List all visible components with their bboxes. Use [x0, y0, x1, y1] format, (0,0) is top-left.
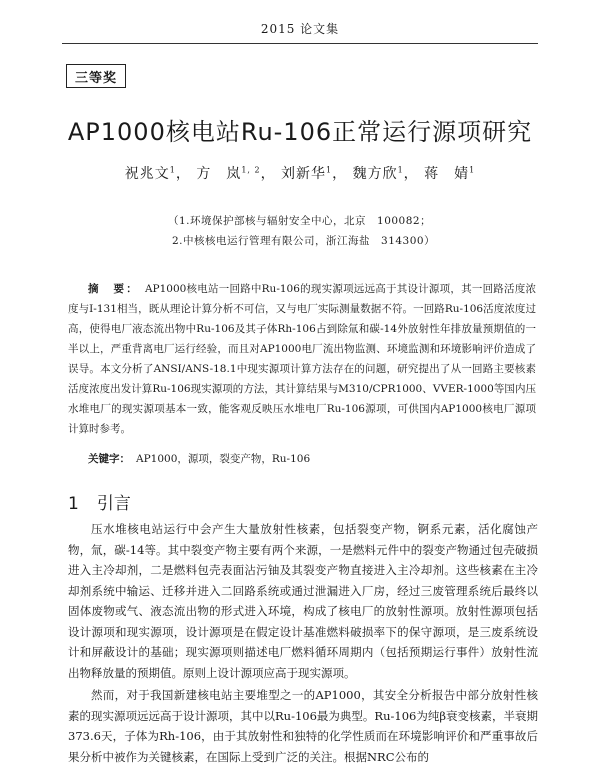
body-paragraph: 然而，对于我国新建核电站主要堆型之一的AP1000，其安全分析报告中部分放射性核素的现实源项远远高于设计源项，其中以Ru-106最为典型。Ru-106为纯β衰变核素，半衰期373.6天，子体为Rh-106，由于其放射性和独特的化学性质而在环境影响评价和严重事故后果分析中被作为关键核素，在国际上受到广泛的关注。根据NRC公布的 [68, 688, 538, 764]
abstract [68, 279, 536, 439]
author-separator: ， [175, 166, 191, 182]
body-paragraph: 压水堆核电站运行中会产生大量放射性核素，包括裂变产物，锕系元素，活化腐蚀产物，氚，碳-14等。其中裂变产物主要有两个来源，一是燃料元件中的裂变产物通过包壳破损进入主冷却剂，二是燃料包壳表面沾污铀及其裂变产物直接进入主冷却剂。这些核素在主冷却剂系统中输运、迁移并进入二回路系统或通过泄漏进入厂房，经过三废管理系统后最终以固体废物或气、液态流出物的形式进入环境，构成了核电厂的放射性源项。放射性源项包括设计源项和现实源项，设计源项是在假定设计基准燃料破损率下的保守源项，是三废系统设计和屏蔽设计的基础；现实源项则描述电厂燃料循环周期内（包括预期运行事件）放射性流出物释放量的预期值。原则上设计源项应高于现实源项。 [68, 522, 538, 680]
section-number: 1 [68, 494, 79, 514]
keywords [88, 451, 310, 466]
author-name: 祝兆文 [124, 166, 170, 182]
affiliation-2: 2.中核核电运行管理有限公司，浙江海盐 314300） [172, 235, 436, 247]
author-affil-mark: 1 [397, 165, 404, 175]
header-divider [62, 43, 538, 44]
section-title: 引言 [96, 494, 131, 514]
author-name: 方 岚 [196, 166, 242, 182]
author-separator: ， [403, 166, 419, 182]
author-list [0, 163, 600, 183]
paper-title: AP1000核电站Ru-106正常运行源项研究 [67, 118, 533, 146]
author-separator: ， [260, 166, 276, 182]
author-name: 魏方欣 [352, 166, 398, 182]
author-affil-mark: 1, 2 [241, 165, 261, 175]
author-name: 刘新华 [281, 166, 327, 182]
affiliation-1: （1.环境保护部核与辐射安全中心，北京 100082； [168, 215, 432, 227]
author-separator: ， [332, 166, 348, 182]
keywords-label: 关键字： [88, 453, 130, 465]
award-badge: 三等奖 [66, 64, 126, 88]
running-head: 2015 论文集 [260, 22, 340, 36]
author-name: 蒋 婧 [424, 166, 470, 182]
keywords-text: AP1000，源项，裂变产物，Ru-106 [136, 453, 311, 465]
author-affil-mark: 1 [326, 165, 333, 175]
section-heading [68, 489, 131, 514]
abstract-label: 摘 要： [88, 283, 139, 295]
abstract-text: AP1000核电站一回路中Ru-106的现实源项远远高于其设计源项，其一回路活度浓度与I-131相当，既从理论计算分析不可信，又与电厂实际测量数据不符。一回路Ru-106活度浓度过高，使得电厂液态流出物中Ru-106及其子体Rh-106占到除氚和碳-14外放射性年排放量预期值的一半以上，严重背离电厂运行经验，而且对AP1000电厂流出物监测、环境监测和环境影响评价造成了误导。本文分析了ANSI/ANS-18.1中现实源项计算方法存在的问题，研究提出了从一回路主要核素活度浓度出发计算Ru-106现实源项的方法，其计算结果与M310/CPR1000、VVER-1000等国内压水堆电厂的现实源项基本一致，能客观反映压水堆电厂Ru-106源项，可供国内AP1000核电厂源项计算时参考。 [68, 283, 536, 435]
author-affil-mark: 1 [169, 165, 176, 175]
author-affil-mark: 1 [469, 165, 476, 175]
